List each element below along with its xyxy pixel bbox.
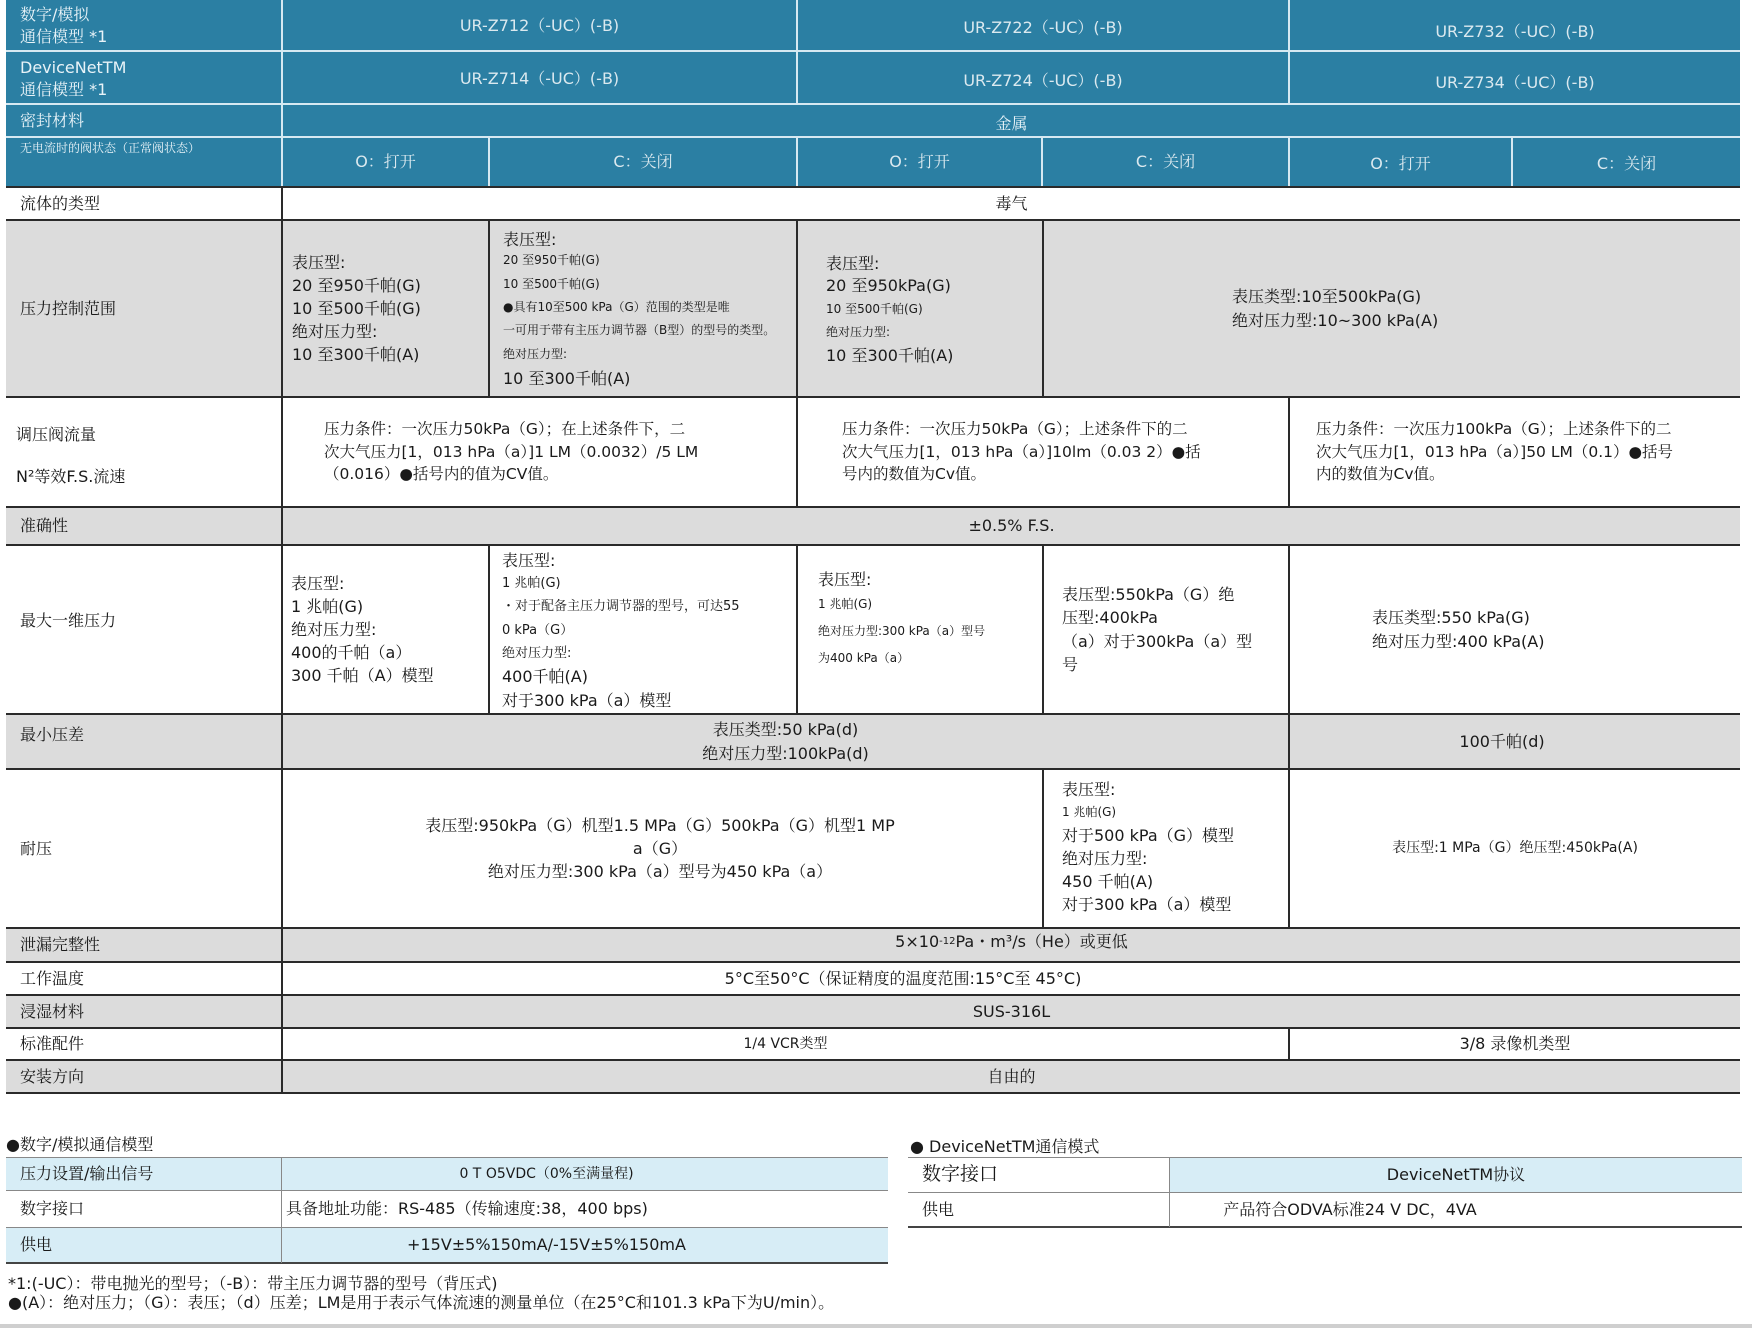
fitting-c2: 3/8 录像机类型: [1459, 1034, 1571, 1054]
pressure-range-c2-last: 10 至300千帕(A): [503, 369, 631, 389]
digital-row-label-3: 供电: [20, 1235, 53, 1255]
header-label-digital: 数字/模拟 通信模型 *1: [20, 5, 108, 46]
pressure-range-c2-title: 表压型:: [503, 230, 557, 249]
model-devicenet-3: UR-Z734（-UC）(-B): [1435, 73, 1595, 93]
max-pressure-c3-title: 表压型:: [818, 570, 872, 589]
digital-row-value-2: 具备地址功能：RS-485（传输速度:38，400 bps): [286, 1199, 648, 1219]
label-flow: [6, 398, 281, 506]
min-diff-c2: 100千帕(d): [1459, 731, 1545, 751]
label-wetted: 浸湿材料: [20, 1001, 85, 1021]
max-pressure-c3-notes: 1 兆帕(G) 绝对压力型:300 kPa（a）型号 为400 kPa（a）: [818, 596, 986, 665]
footnote-1: *1:(-UC）：带电抛光的型号；（-B）：带主压力调节器的型号（背压式): [8, 1274, 498, 1293]
pressure-range-c4: 表压类型:10至500kPa(G) 绝对压力型:10~300 kPa(A): [1232, 287, 1439, 330]
label-leak: 泄漏完整性: [20, 935, 101, 955]
footnote-2: ●(A）：绝对压力；（G）：表压；（d）压差；LM是用于表示气体流速的测量单位（在25°C和101.3 kPa下为U/min）。: [8, 1293, 835, 1312]
valve-state-5: O：打开: [1370, 154, 1431, 174]
digital-row-value-1: 0 T O5VDC（0%至满量程): [459, 1165, 634, 1182]
label-accuracy: 准确性: [20, 516, 69, 536]
flow-c2: 压力条件：一次压力50kPa（G）；上述条件下的二 次大气压力[1，013 hPa（a）]10lm（0.03 2）●括 号内的数值为Cv值。: [842, 420, 1201, 484]
label-flow-line1: 调压阀流量: [16, 425, 97, 444]
devicenet-section-title: ● DeviceNetTM通信模式: [910, 1137, 1100, 1156]
valve-state-4: C：关闭: [1135, 152, 1196, 172]
leak-value-pre: 5×10: [895, 932, 940, 952]
label-proof-pressure: 耐压: [20, 838, 53, 858]
valve-state-3: O：打开: [889, 152, 950, 172]
devicenet-row-value-2: 产品符合ODVA标准24 V DC，4VA: [1223, 1199, 1477, 1219]
flow-c1: 压力条件：一次压力50kPa（G）；在上述条件下，二 次大气压力[1，013 hPa（a）]1 LM（0.0032）/5 LM （0.016）●括号内的值为CV值。: [324, 420, 699, 484]
label-mount: 安装方向: [20, 1066, 85, 1086]
devicenet-row-label-1: 数字接口: [922, 1163, 999, 1186]
valve-state-2: C：关闭: [613, 152, 673, 172]
max-pressure-c2-last: 400千帕(A) 对于300 kPa（a）模型: [502, 667, 672, 710]
label-temp: 工作温度: [20, 968, 85, 988]
pressure-range-c2-notes: 20 至950千帕(G) 10 至500千帕(G) ●具有10至500 kPa（G）范围的类型是唯 一可用于带有主压力调节器（B型）的型号的类型。 绝对压力型:: [503, 253, 776, 361]
digital-section-title: ●数字/模拟通信模型: [6, 1135, 154, 1154]
model-digital-3: UR-Z732（-UC）(-B): [1435, 22, 1595, 42]
model-digital-2: UR-Z722（-UC）(-B): [963, 18, 1123, 38]
temp-value: 5°C至50°C（保证精度的温度范围:15°C至 45°C): [724, 968, 1082, 988]
min-diff-c1: 表压类型:50 kPa(d) 绝对压力型:100kPa(d): [702, 720, 869, 763]
header-label-devicenet: DeviceNetTM 通信模型 *1: [20, 58, 127, 99]
proof-c3: 表压型:1 MPa（G）绝压型:450kPa(A): [1392, 840, 1638, 857]
max-pressure-c2-notes: 1 兆帕(G) ・对于配备主压力调节器的型号，可达55 0 kPa（G） 绝对压力型:: [502, 575, 740, 661]
digital-row-label-2: 数字接口: [20, 1199, 85, 1219]
model-devicenet-1: UR-Z714（-UC）(-B): [459, 69, 620, 89]
fitting-c1: 1/4 VCR类型: [743, 1035, 828, 1052]
leak-value-exp: -12: [939, 935, 956, 947]
proof-c2-last: 对于500 kPa（G）模型 绝对压力型: 450 千帕(A) 对于300 kPa（a）模型: [1062, 825, 1235, 915]
valve-state-1: O：打开: [355, 152, 416, 172]
accuracy-value: ±0.5% F.S.: [968, 516, 1055, 536]
pressure-range-c2: [503, 230, 796, 396]
devicenet-row-value-1: DeviceNetTM协议: [1386, 1165, 1526, 1185]
max-pressure-c1: 表压型: 1 兆帕(G) 绝对压力型: 400的千帕（a） 300 千帕（A）模型: [291, 573, 434, 686]
label-flow-line2: N²等效F.S.流速: [16, 467, 126, 486]
model-devicenet-2: UR-Z724（-UC）(-B): [963, 71, 1123, 91]
label-fitting: 标准配件: [20, 1034, 85, 1054]
header-label-valve-state: 无电流时的阀状态（正常阀状态）: [20, 140, 201, 155]
fluid-type-value: 毒气: [995, 193, 1028, 213]
proof-c2-notes: 1 兆帕(G): [1062, 804, 1117, 819]
pressure-range-c3-a: 表压型: 20 至950kPa(G): [826, 254, 951, 296]
max-pressure-c2-title: 表压型:: [502, 551, 556, 570]
flow-c3: 压力条件：一次压力100kPa（G）；上述条件下的二 次大气压力[1，013 hPa（a）]50 LM（0.1）●括号 内的数值为Cv值。: [1316, 420, 1674, 484]
max-pressure-c3: [818, 570, 1042, 710]
label-pressure-range: 压力控制范围: [20, 298, 117, 318]
max-pressure-c4: 表压型:550kPa（G）绝 压型:400kPa （a）对于300kPa（a）型 号: [1062, 585, 1253, 674]
max-pressure-c5: 表压类型:550 kPa(G) 绝对压力型:400 kPa(A): [1372, 608, 1545, 651]
digital-row-label-1: 压力设置/输出信号: [20, 1164, 154, 1184]
model-digital-1: UR-Z712（-UC）(-B): [459, 16, 620, 36]
devicenet-row-label-2: 供电: [922, 1199, 955, 1219]
leak-value: [283, 926, 1740, 958]
bottom-rule: [0, 1324, 1752, 1328]
max-pressure-c2: [502, 551, 796, 713]
label-max-pressure: 最大一维压力: [20, 611, 117, 631]
pressure-range-c3-notes: 10 至500千帕(G) 绝对压力型:: [826, 301, 923, 339]
label-min-diff: 最小压差: [20, 725, 85, 745]
header-label-seal: 密封材料: [20, 110, 85, 130]
proof-c1: 表压型:950kPa（G）机型1.5 MPa（G）500kPa（G）机型1 MP a（G） 绝对压力型:300 kPa（a）型号为450 kPa（a）: [425, 815, 895, 882]
proof-c2: [1062, 780, 1288, 927]
mount-value: 自由的: [987, 1066, 1036, 1086]
digital-row-value-3: +15V±5%150mA/-15V±5%150mA: [407, 1235, 686, 1255]
label-fluid-type: 流体的类型: [20, 193, 101, 213]
seal-material-value: 金属: [995, 113, 1028, 133]
pressure-range-c3-b: 10 至300千帕(A): [826, 346, 954, 366]
pressure-range-c3: [826, 253, 1042, 396]
leak-value-post: Pa・m³/s（He）或更低: [955, 932, 1128, 952]
pressure-range-c1: 表压型: 20 至950千帕(G) 10 至500千帕(G) 绝对压力型: 10 至300千帕(A): [292, 252, 421, 365]
valve-state-6: C：关闭: [1596, 154, 1657, 174]
proof-c2-title: 表压型:: [1062, 780, 1116, 799]
wetted-value: SUS-316L: [972, 1001, 1051, 1021]
